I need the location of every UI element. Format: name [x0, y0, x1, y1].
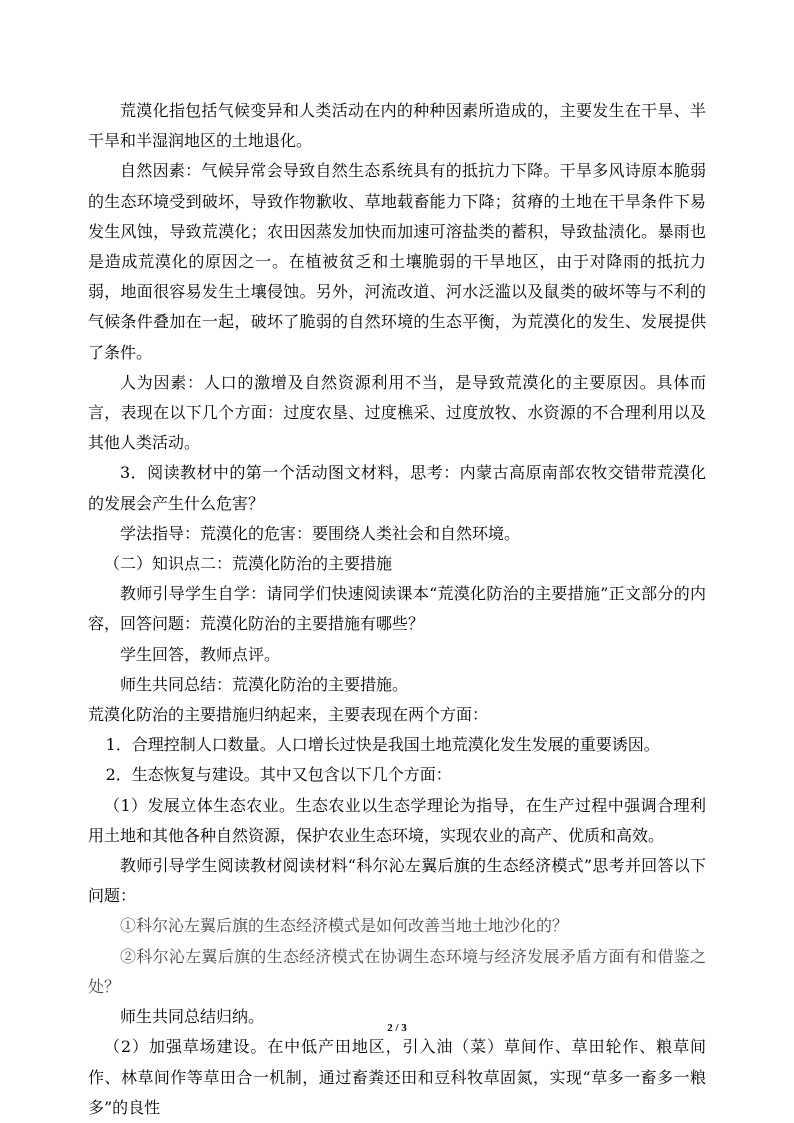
paragraph-question-b: ②科尔沁左翼后旗的生态经济模式在协调生态环境与经济发展矛盾方面有和借鉴之处？ [88, 946, 706, 996]
paragraph-teacher-guide: 教师引导学生自学：请同学们快速阅读课本“荒漠化防治的主要措施”正文部分的内容，回答问题：荒漠化防治的主要措施有哪些？ [88, 584, 706, 634]
paragraph-measure-2: 2．生态恢复与建设。其中又包含以下几个方面： [105, 765, 452, 785]
paragraph-question-3: 3．阅读教材中的第一个活动图文材料，思考：内蒙古高原南部农牧交错带荒漠化的发展会产生什么危害？ [88, 463, 706, 513]
paragraph-definition: 荒漠化指包括气候变异和人类活动在内的种种因素所造成的，主要发生在干旱、半干旱和半湿润地区的土地退化。 [88, 101, 706, 151]
paragraph-eco-agriculture: （1）发展立体生态农业。生态农业以生态学理论为指导，在生产过程中强调合理利用土地和其他各种自然资源，保护农业生态环境，实现农业的高产、优质和高效。 [88, 795, 706, 845]
paragraph-conclusion: 师生共同总结归纳。 [120, 1007, 265, 1027]
paragraph-student-answer: 学生回答，教师点评。 [120, 644, 281, 664]
paragraph-study-guide: 学法指导：荒漠化的危害：要围绕人类社会和自然环境。 [120, 523, 521, 543]
paragraph-grassland: （2）加强草场建设。在中低产田地区，引入油（菜）草间作、草田轮作、粮草间作、林草间作等草田合一机制，通过畜粪还田和豆科牧草固氮，实现“草多一畜多一粮多”的良性 [88, 1037, 706, 1117]
paragraph-measure-1: 1．合理控制人口数量。人口增长过快是我国土地荒漠化发生发展的重要诱因。 [105, 735, 660, 755]
document-body [88, 96, 706, 1123]
paragraph-reading-task: 教师引导学生阅读教材阅读材料“科尔沁左翼后旗的生态经济模式”思考并回答以下问题： [88, 856, 706, 906]
paragraph-question-a: ①科尔沁左翼后旗的生态经济模式是如何改善当地土地沙化的？ [120, 916, 569, 936]
paragraph-human-factors: 人为因素：人口的激增及自然资源利用不当，是导致荒漠化的主要原因。具体而言，表现在以下几个方面：过度农垦、过度樵采、过度放牧、水资源的不合理利用以及其他人类活动。 [88, 372, 706, 453]
paragraph-natural-factors: 自然因素：气候异常会导致自然生态系统具有的抵抗力下降。干旱多风诗原本脆弱的生态环境受到破坏，导致作物歉收、草地载畜能力下降；贫瘠的土地在干旱条件下易发生风蚀，导致荒漠化；农田因蒸发加快而加速可溶盐类的蓄积，导致盐渍化。暴雨也是造成荒漠化的原因之一。在植被贫乏和土壤脆弱的干旱地区，由于对降雨的抵抗力弱，地面很容易发生土壤侵蚀。另外，河流改道、河水泛滥以及鼠类的破坏等与不利的气候条件叠加在一起，破坏了脆弱的自然环境的生态平衡，为荒漠化的发生、发展提供了条件。 [88, 161, 706, 362]
paragraph-measures-intro: 荒漠化防治的主要措施归纳起来，主要表现在两个方面： [88, 705, 489, 725]
page-number: 2 / 3 [387, 1022, 407, 1034]
section-heading-2: （二）知识点二：荒漠化防治的主要措施 [104, 554, 393, 574]
paragraph-summary: 师生共同总结：荒漠化防治的主要措施。 [120, 674, 409, 694]
